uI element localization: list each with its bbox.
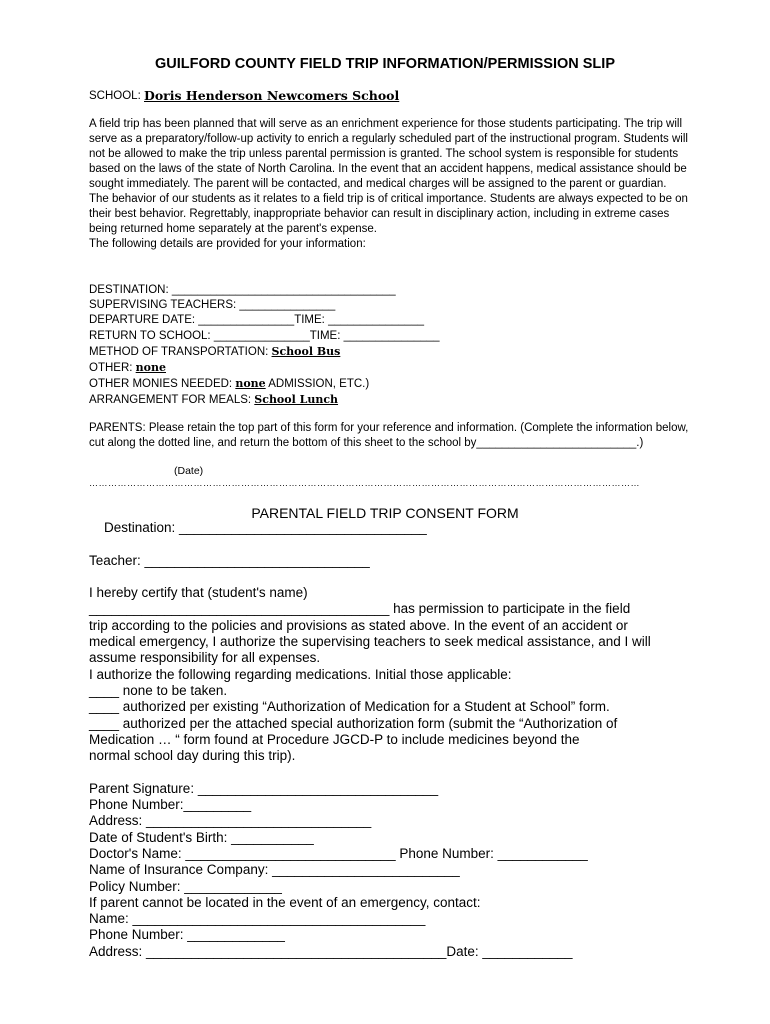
school-name: Doris Henderson Newcomers School — [144, 88, 400, 103]
supervising-teachers-line: SUPERVISING TEACHERS: _______________ — [89, 299, 336, 312]
meals-label: ARRANGEMENT FOR MEALS: — [89, 394, 252, 407]
contact-name-line: Name: _______________________________________ — [89, 911, 426, 927]
consent-destination: Destination: _________________________________ — [104, 520, 427, 535]
destination-line: DESTINATION: ___________________________________ — [89, 284, 396, 296]
intro-paragraph-2: The behavior of our students as it relates to a field trip is of critical importance. Students are always expected to be on their best behavior. Regrettably, inappropriate behavior can result in disciplinary action, including in extreme cases being returned home separately at the parent's expense. — [89, 193, 688, 235]
policy-line: Policy Number: _____________ — [89, 878, 282, 894]
meals-line — [89, 392, 440, 408]
parents-note — [89, 421, 689, 451]
emergency-contact-line: If parent cannot be located in the event of an emergency, contact: — [89, 894, 481, 910]
other-value: none — [135, 361, 166, 375]
transportation-line — [89, 344, 440, 360]
permission-line: ________________________________________ has permission to participate in the field — [89, 601, 631, 617]
return-line: RETURN TO SCHOOL: _______________TIME: _______________ — [89, 329, 440, 342]
policies-line: trip according to the policies and provisions as stated above. In the event of an accident or — [89, 617, 628, 633]
address-line: Address: ______________________________ — [89, 813, 372, 829]
normal-day-line: normal school day during this trip). — [89, 748, 296, 764]
consent-form — [89, 520, 689, 960]
transportation-value: School Bus — [271, 344, 341, 358]
option-none: ____ none to be taken. — [89, 682, 228, 698]
monies-label: OTHER MONIES NEEDED: — [89, 378, 233, 391]
meals-value: School Lunch — [254, 393, 339, 407]
intro-paragraph-3: The following details are provided for your information: — [89, 238, 366, 250]
option-existing: ____ authorized per existing “Authorization of Medication for a Student at School” form. — [89, 699, 610, 715]
phone-number-line: Phone Number:_________ — [89, 797, 252, 813]
form-title: GUILFORD COUNTY FIELD TRIP INFORMATION/PERMISSION SLIP — [155, 56, 615, 72]
medication-line: Medication … “ form found at Procedure JGCD-P to include medicines beyond the — [89, 731, 580, 747]
parents-note-text: PARENTS: Please retain the top part of this form for your reference and information. (Complete the information below, cut along the dotted line, and return the bottom of this sheet to the school by_________________________.) — [89, 422, 689, 449]
consent-form-title: PARENTAL FIELD TRIP CONSENT FORM — [251, 505, 519, 521]
transportation-label: METHOD OF TRANSPORTATION: — [89, 345, 269, 358]
intro-section — [89, 117, 689, 252]
intro-paragraph-1: A field trip has been planned that will serve as an enrichment experience for those students participating. The trip will serve as a preparatory/follow-up activity to enrich a regularly scheduled part of the instructional program. Students will not be allowed to make the trip unless parental permission is granted. The school system is responsible for students based on the laws of the state of North Carolina. In the event that an accident happens, medical assistance should be sought immediately. The parent will be contacted, and medical charges will be assigned to the parent or guardian. — [89, 118, 688, 190]
authorize-line: I authorize the following regarding medications. Initial those applicable: — [89, 666, 512, 682]
monies-line — [89, 376, 440, 392]
monies-value: none — [235, 377, 266, 391]
school-label: SCHOOL: — [89, 90, 141, 102]
other-label: OTHER: — [89, 362, 133, 375]
cut-line: ………………………………………………………………………………………………………………………………………………………… — [89, 478, 640, 488]
trip-details — [89, 283, 440, 409]
other-line — [89, 360, 440, 376]
contact-phone-line: Phone Number: _____________ — [89, 927, 285, 943]
assume-line: assume responsibility for all expenses. — [89, 650, 321, 666]
insurance-line: Name of Insurance Company: _________________________ — [89, 862, 460, 878]
departure-line: DEPARTURE DATE: _______________TIME: _______________ — [89, 314, 424, 327]
option-attached: ____ authorized per the attached special authorization form (submit the “Authorization of — [89, 715, 618, 731]
emergency-line: medical emergency, I authorize the supervising teachers to seek medical assistance, and I will — [89, 634, 651, 650]
doctor-line: Doctor's Name: ____________________________ Phone Number: ____________ — [89, 845, 588, 861]
consent-teacher: Teacher: ______________________________ — [89, 552, 370, 568]
date-label: (Date) — [174, 465, 204, 477]
parent-signature-line: Parent Signature: ________________________________ — [89, 780, 439, 796]
certify-line: I hereby certify that (student's name) — [89, 585, 308, 601]
birth-date-line: Date of Student's Birth: ___________ — [89, 829, 314, 845]
monies-suffix: ADMISSION, ETC.) — [268, 378, 370, 391]
contact-address-line: Address: ________________________________________Date: ____________ — [89, 943, 573, 959]
